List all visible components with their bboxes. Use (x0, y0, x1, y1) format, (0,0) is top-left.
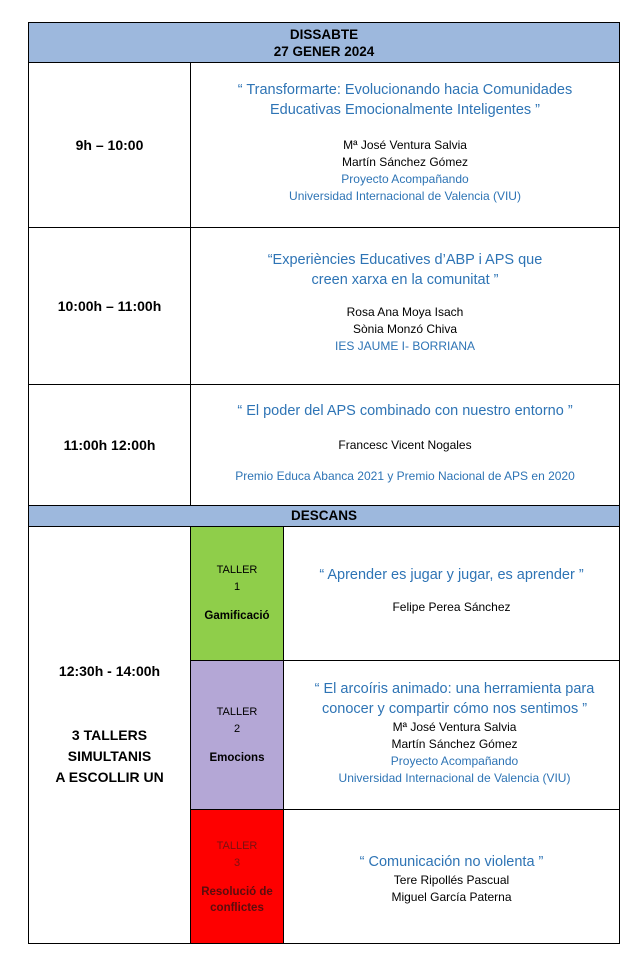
speaker-name: Miguel García Paterna (391, 890, 512, 904)
workshop-2-badge (190, 660, 284, 810)
workshops-note-line: A ESCOLLIR UN (55, 769, 164, 785)
workshop-3-content-cell (283, 809, 620, 944)
workshop-2-content-cell (283, 660, 620, 810)
session-1-time-cell (28, 62, 191, 228)
speaker-name: Rosa Ana Moya Isach (346, 305, 464, 319)
session-1-content-cell (190, 62, 620, 228)
session-title-line: “Experiències Educatives d’ABP i APS que (267, 252, 543, 268)
taller-topic: Emocions (209, 751, 265, 764)
taller-label: TALLER (216, 564, 258, 576)
taller-topic: Resolució de conflictes (201, 885, 273, 914)
session-title-line: creen xarxa en la comunitat ” (311, 272, 499, 288)
workshops-note (29, 725, 190, 788)
break-header (28, 505, 620, 527)
session-title-line: Educativas Emocionalmente Inteligentes ” (269, 102, 540, 118)
session-title-line: “ El poder del APS combinado con nuestro entorno ” (237, 403, 573, 419)
day-header (28, 22, 620, 63)
session-3-time-cell (28, 384, 191, 506)
speaker-name: Tere Ripollés Pascual (393, 873, 510, 887)
workshop-1-badge (190, 526, 284, 661)
speaker-name: Martín Sánchez Gómez (391, 737, 518, 751)
session-2-content-cell (190, 227, 620, 385)
workshops-time: 12:30h - 14:00h (58, 663, 161, 679)
workshop-title-line: “ Aprender es jugar y jugar, es aprender ” (319, 567, 584, 583)
taller-label: TALLER (216, 839, 258, 852)
organization-name: Proyecto Acompañando (390, 754, 519, 768)
session-time: 9h – 10:00 (75, 137, 144, 153)
speaker-name: Sònia Monzó Chiva (352, 322, 458, 336)
workshops-time-cell (28, 526, 191, 944)
session-time: 11:00h 12:00h (63, 437, 156, 453)
organization-name: Premio Educa Abanca 2021 y Premio Nacional de APS en 2020 (235, 469, 575, 483)
organization-name: Proyecto Acompañando (341, 172, 469, 186)
speaker-name: Francesc Vicent Nogales (338, 438, 472, 452)
workshop-1-content-cell (283, 526, 620, 661)
break-label: DESCANS (290, 508, 357, 523)
workshop-title-line: “ Comunicación no violenta ” (359, 854, 544, 870)
speaker-name: Felipe Perea Sánchez (392, 600, 511, 614)
organization-name: IES JAUME I- BORRIANA (334, 339, 476, 353)
workshop-title-line: conocer y compartir cómo nos sentimos ” (321, 701, 588, 717)
organization-name: Universidad Internacional de Valencia (VIU) (289, 189, 521, 203)
speaker-name: Mª José Ventura Salvia (392, 720, 517, 734)
workshop-title-line: “ El arcoíris animado: una herramienta para (314, 681, 595, 697)
taller-number: 2 (233, 722, 241, 735)
workshop-3-badge (190, 809, 284, 944)
taller-number: 1 (233, 581, 241, 593)
session-time: 10:00h – 11:00h (57, 298, 162, 314)
workshops-note-line: 3 TALLERS (71, 727, 148, 743)
day-label: DISSABTE (289, 27, 359, 42)
organization-name: Universidad Internacional de Valencia (VIU) (338, 771, 571, 785)
taller-topic: Gamificació (204, 610, 270, 622)
date-label: 27 GENER 2024 (273, 44, 375, 59)
speaker-name: Martín Sánchez Gómez (341, 155, 469, 169)
session-3-content-cell (190, 384, 620, 506)
taller-number: 3 (233, 856, 241, 869)
taller-label: TALLER (216, 705, 258, 718)
session-2-time-cell (28, 227, 191, 385)
workshops-note-line: SIMULTANIS (67, 748, 152, 764)
session-title-line: “ Transformarte: Evolucionando hacia Comunidades (237, 82, 573, 98)
speaker-name: Mª José Ventura Salvia (343, 138, 467, 152)
